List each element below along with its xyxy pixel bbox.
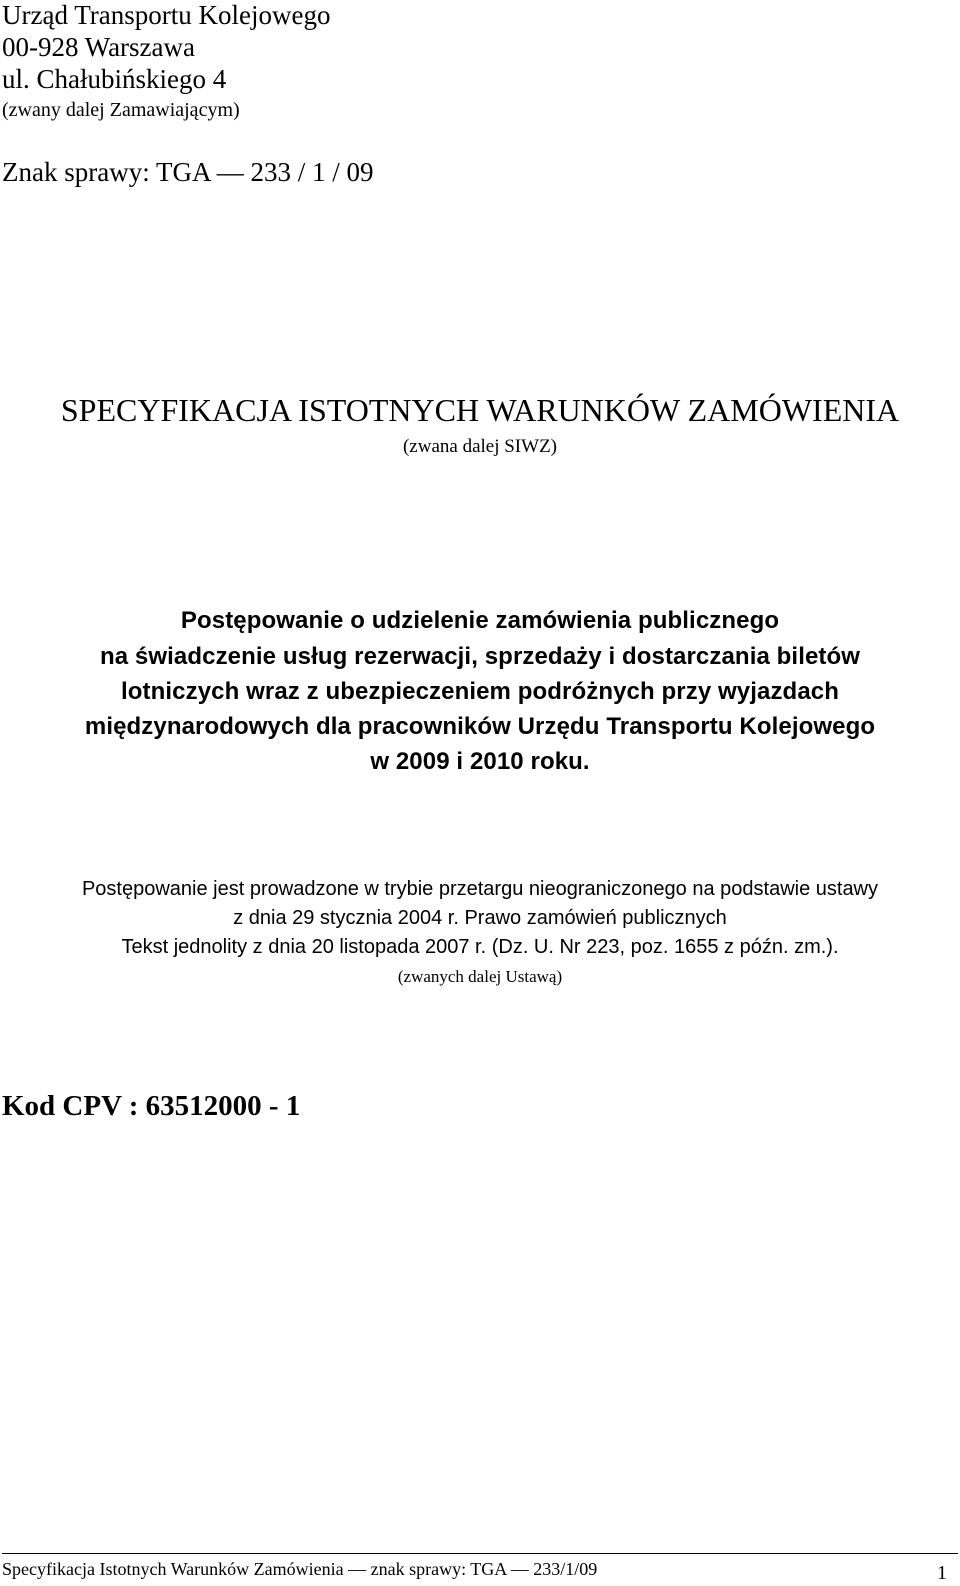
case-number: Znak sprawy: TGA — 233 / 1 / 09 (2, 157, 374, 187)
address-note: (zwany dalej Zamawiającym) (2, 99, 240, 121)
subject-line: lotniczych wraz z ubezpieczeniem podróżnych przy wyjazdach (121, 678, 839, 705)
procedure-line: Postępowanie jest prowadzone w trybie przetargu nieograniczonego na podstawie ustawy (81, 878, 879, 900)
footer-text: Specyfikacja Istotnych Warunków Zamówienia — znak sprawy: TGA — 233/1/09 (2, 1559, 598, 1579)
subject-line: międzynarodowych dla pracowników Urzędu Transportu Kolejowego (84, 713, 876, 740)
document-title: SPECYFIKACJA ISTOTNYCH WARUNKÓW ZAMÓWIENIA (60, 392, 900, 428)
cpv-code: Kod CPV : 63512000 - 1 (2, 1090, 301, 1122)
document-title-note: (zwana dalej SIWZ) (402, 436, 558, 457)
subject-line: w 2009 i 2010 roku. (370, 748, 590, 775)
page-number: 1 (937, 1562, 947, 1584)
address-line-street: ul. Chałubińskiego 4 (2, 64, 227, 94)
subject-line: na świadczenie usług rezerwacji, sprzedaży i dostarczania biletów (99, 643, 861, 670)
procedure-line: Tekst jednolity z dnia 20 listopada 2007 r. (Dz. U. Nr 223, poz. 1655 z późn. zm.). (121, 936, 839, 958)
address-line-city: 00-928 Warszawa (2, 32, 196, 62)
procedure-line: z dnia 29 stycznia 2004 r. Prawo zamówień publicznych (233, 907, 727, 929)
procedure-note: (zwanych dalej Ustawą) (397, 967, 563, 986)
subject-line: Postępowanie o udzielenie zamówienia publicznego (180, 607, 780, 634)
address-line-institution: Urząd Transportu Kolejowego (2, 0, 331, 30)
footer-divider (2, 1553, 958, 1554)
